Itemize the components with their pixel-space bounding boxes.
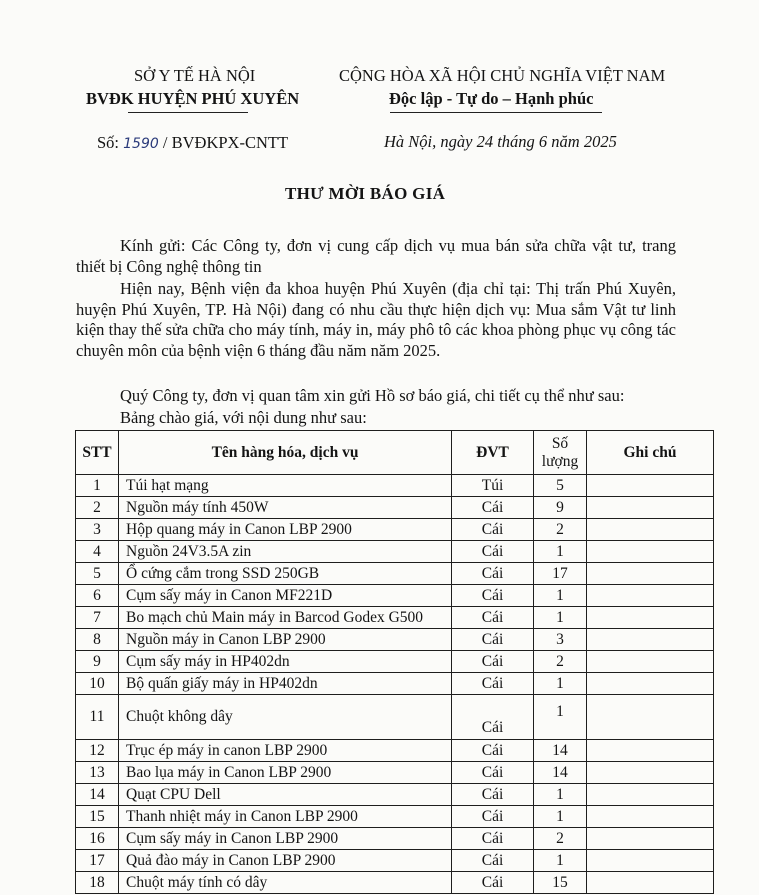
greeting: Kính gửi: Các Công ty, đơn vị cung cấp dịch vụ mua bán sửa chữa vật tư, trang thiết bị Công nghệ thông tin bbox=[76, 236, 676, 276]
cell-qty: 2 bbox=[534, 651, 587, 673]
cell-qty: 1 bbox=[534, 541, 587, 563]
cell-qty: 1 bbox=[534, 850, 587, 872]
cell-name: Túi hạt mạng bbox=[119, 475, 452, 497]
cell-note bbox=[587, 629, 714, 651]
cell-stt: 2 bbox=[76, 497, 119, 519]
nation-title: CỘNG HÒA XÃ HỘI CHỦ NGHĨA VIỆT NAM bbox=[339, 66, 666, 85]
cell-qty: 14 bbox=[534, 740, 587, 762]
cell-name: Cụm sấy máy in Canon MF221D bbox=[119, 585, 452, 607]
cell-note bbox=[587, 541, 714, 563]
table-row bbox=[76, 519, 714, 541]
cell-name: Ổ cứng cắm trong SSD 250GB bbox=[119, 563, 452, 585]
table-row bbox=[76, 651, 714, 673]
cell-qty: 14 bbox=[534, 762, 587, 784]
cell-note bbox=[587, 519, 714, 541]
cell-qty: 9 bbox=[534, 497, 587, 519]
cell-name: Quạt CPU Dell bbox=[119, 784, 452, 806]
table-row bbox=[76, 784, 714, 806]
cell-unit: Cái bbox=[452, 806, 534, 828]
cell-stt: 9 bbox=[76, 651, 119, 673]
cell-qty: 5 bbox=[534, 475, 587, 497]
cell-note bbox=[587, 497, 714, 519]
request-paragraph: Quý Công ty, đơn vị quan tâm xin gửi Hồ sơ báo giá, chi tiết cụ thể như sau: bbox=[120, 386, 625, 405]
doc-number bbox=[97, 133, 288, 153]
cell-stt: 8 bbox=[76, 629, 119, 651]
cell-unit: Cái bbox=[452, 585, 534, 607]
cell-stt: 12 bbox=[76, 740, 119, 762]
cell-stt: 5 bbox=[76, 563, 119, 585]
cell-qty: 1 bbox=[534, 695, 587, 740]
cell-name: Nguồn máy in Canon LBP 2900 bbox=[119, 629, 452, 651]
table-row bbox=[76, 673, 714, 695]
cell-note bbox=[587, 828, 714, 850]
table-row bbox=[76, 563, 714, 585]
table-row bbox=[76, 497, 714, 519]
cell-name: Thanh nhiệt máy in Canon LBP 2900 bbox=[119, 806, 452, 828]
cell-qty: 1 bbox=[534, 585, 587, 607]
org-subname: BVĐK HUYỆN PHÚ XUYÊN bbox=[86, 89, 300, 108]
cell-unit: Cái bbox=[452, 651, 534, 673]
cell-unit: Cái bbox=[452, 497, 534, 519]
table-header-row bbox=[76, 431, 714, 475]
col-header-qty bbox=[534, 431, 587, 475]
cell-stt: 11 bbox=[76, 695, 119, 740]
cell-unit: Cái bbox=[452, 541, 534, 563]
cell-stt: 14 bbox=[76, 784, 119, 806]
cell-stt: 7 bbox=[76, 607, 119, 629]
table-row bbox=[76, 850, 714, 872]
cell-note bbox=[587, 695, 714, 740]
table-row bbox=[76, 872, 714, 894]
cell-note bbox=[587, 563, 714, 585]
cell-note bbox=[587, 740, 714, 762]
table-row bbox=[76, 828, 714, 850]
cell-note bbox=[587, 607, 714, 629]
table-row bbox=[76, 475, 714, 497]
cell-stt: 16 bbox=[76, 828, 119, 850]
cell-unit: Cái bbox=[452, 784, 534, 806]
cell-unit: Cái bbox=[452, 607, 534, 629]
cell-note bbox=[587, 872, 714, 894]
cell-stt: 3 bbox=[76, 519, 119, 541]
cell-unit: Cái bbox=[452, 762, 534, 784]
col-header-qty-line1: Số bbox=[551, 434, 569, 452]
cell-note bbox=[587, 762, 714, 784]
cell-qty: 3 bbox=[534, 629, 587, 651]
cell-stt: 4 bbox=[76, 541, 119, 563]
cell-name: Quả đào máy in Canon LBP 2900 bbox=[119, 850, 452, 872]
col-header-qty-line2: lượng bbox=[541, 452, 579, 470]
cell-qty: 2 bbox=[534, 519, 587, 541]
nation-motto: Độc lập - Tự do – Hạnh phúc bbox=[389, 89, 594, 108]
cell-name: Cụm sấy máy in HP402dn bbox=[119, 651, 452, 673]
cell-name: Chuột không dây bbox=[119, 695, 452, 740]
cell-unit: Cái bbox=[452, 850, 534, 872]
cell-name: Bộ quấn giấy máy in HP402dn bbox=[119, 673, 452, 695]
cell-qty: 17 bbox=[534, 563, 587, 585]
quote-table bbox=[75, 430, 714, 894]
cell-note bbox=[587, 651, 714, 673]
doc-number-prefix: Số: bbox=[97, 133, 120, 152]
cell-unit: Cái bbox=[452, 629, 534, 651]
cell-stt: 6 bbox=[76, 585, 119, 607]
cell-note bbox=[587, 850, 714, 872]
date-place: Hà Nội, ngày 24 tháng 6 năm 2025 bbox=[384, 132, 617, 151]
cell-qty: 2 bbox=[534, 828, 587, 850]
cell-name: Nguồn máy tính 450W bbox=[119, 497, 452, 519]
cell-name: Trục ép máy in canon LBP 2900 bbox=[119, 740, 452, 762]
doc-number-suffix: / BVĐKPX-CNTT bbox=[162, 133, 289, 152]
cell-unit: Cái bbox=[452, 673, 534, 695]
cell-qty: 15 bbox=[534, 872, 587, 894]
cell-stt: 10 bbox=[76, 673, 119, 695]
cell-unit: Túi bbox=[452, 475, 534, 497]
cell-name: Bo mạch chủ Main máy in Barcod Godex G500 bbox=[119, 607, 452, 629]
cell-note bbox=[587, 806, 714, 828]
cell-note bbox=[587, 585, 714, 607]
cell-stt: 13 bbox=[76, 762, 119, 784]
col-header-note: Ghi chú bbox=[587, 431, 714, 475]
table-row bbox=[76, 607, 714, 629]
cell-stt: 17 bbox=[76, 850, 119, 872]
page-title: THƯ MỜI BÁO GIÁ bbox=[285, 184, 446, 203]
org-name: SỞ Y TẾ HÀ NỘI bbox=[134, 66, 256, 85]
cell-stt: 15 bbox=[76, 806, 119, 828]
table-row bbox=[76, 695, 714, 740]
cell-unit: Cái bbox=[452, 828, 534, 850]
table-row bbox=[76, 740, 714, 762]
col-header-unit: ĐVT bbox=[452, 431, 534, 475]
cell-qty: 1 bbox=[534, 806, 587, 828]
cell-unit: Cái bbox=[452, 872, 534, 894]
cell-name: Bao lụa máy in Canon LBP 2900 bbox=[119, 762, 452, 784]
cell-qty: 1 bbox=[534, 607, 587, 629]
cell-qty: 1 bbox=[534, 784, 587, 806]
org-underline bbox=[128, 112, 248, 113]
intro-paragraph: Hiện nay, Bệnh viện đa khoa huyện Phú Xuyên (địa chỉ tại: Thị trấn Phú Xuyên, huyện Phú Xuyên, TP. Hà Nội) đang có nhu cầu thực hiện dịch vụ: Mua sắm Vật tư linh kiện thay thế sửa chữa cho máy tính, máy in, máy phô tô các khoa phòng phục vụ công tác chuyên môn của bệnh viện 6 tháng đầu năm năm 2025. bbox=[76, 279, 676, 360]
table-row bbox=[76, 629, 714, 651]
cell-unit: Cái bbox=[452, 519, 534, 541]
table-row bbox=[76, 541, 714, 563]
cell-stt: 1 bbox=[76, 475, 119, 497]
motto-underline bbox=[390, 112, 602, 113]
doc-number-handwritten: 1590 bbox=[123, 136, 159, 152]
cell-unit: Cái bbox=[452, 563, 534, 585]
cell-unit: Cái bbox=[452, 695, 534, 740]
cell-note bbox=[587, 673, 714, 695]
col-header-stt: STT bbox=[76, 431, 119, 475]
cell-note bbox=[587, 475, 714, 497]
table-row bbox=[76, 806, 714, 828]
cell-qty: 1 bbox=[534, 673, 587, 695]
table-row bbox=[76, 585, 714, 607]
cell-note bbox=[587, 784, 714, 806]
table-row bbox=[76, 762, 714, 784]
cell-name: Cụm sấy máy in Canon LBP 2900 bbox=[119, 828, 452, 850]
table-intro: Bảng chào giá, với nội dung như sau: bbox=[120, 408, 367, 427]
cell-stt: 18 bbox=[76, 872, 119, 894]
col-header-name: Tên hàng hóa, dịch vụ bbox=[119, 431, 452, 475]
cell-unit: Cái bbox=[452, 740, 534, 762]
cell-name: Hộp quang máy in Canon LBP 2900 bbox=[119, 519, 452, 541]
cell-name: Chuột máy tính có dây bbox=[119, 872, 452, 894]
cell-name: Nguồn 24V3.5A zin bbox=[119, 541, 452, 563]
